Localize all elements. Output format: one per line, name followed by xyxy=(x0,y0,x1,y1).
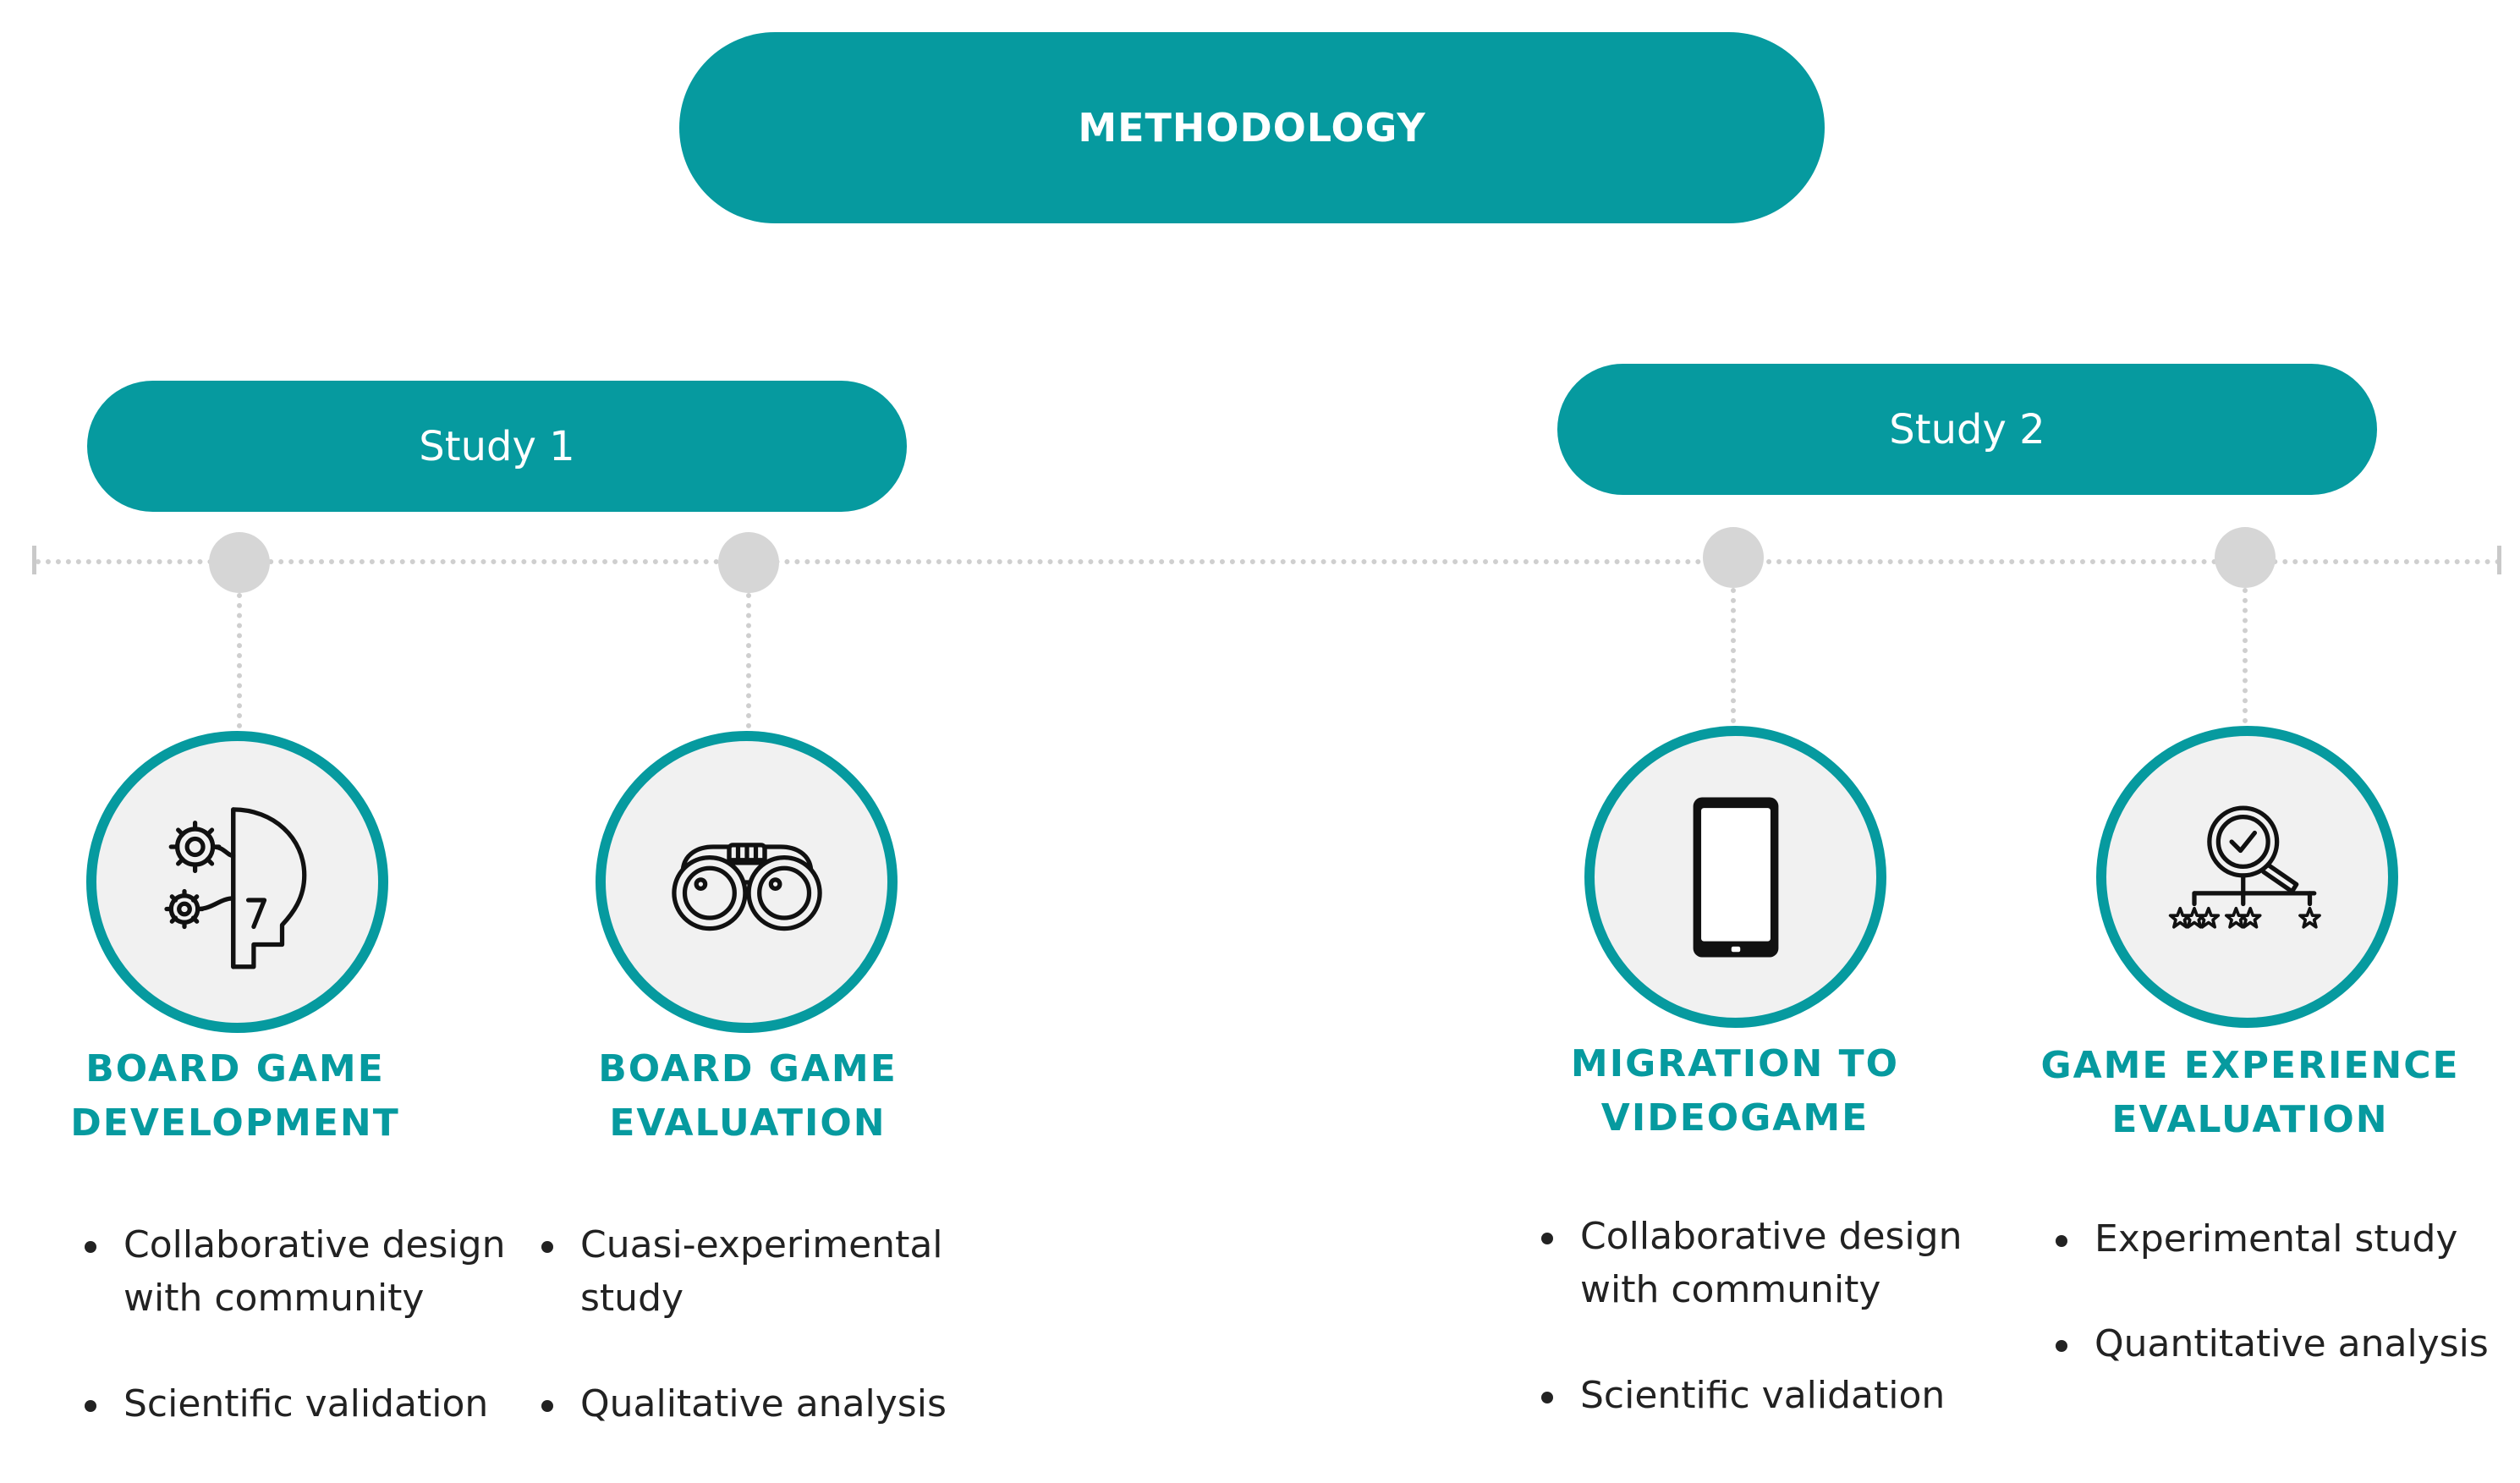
timeline-start-cap xyxy=(32,546,36,574)
step-4-bullets xyxy=(2056,1212,2495,1423)
smartphone-icon xyxy=(1647,788,1825,966)
binoculars-icon xyxy=(658,794,836,971)
step-2-bullets xyxy=(541,1218,964,1483)
connector-2 xyxy=(746,593,751,728)
magnifier-check-stars-icon xyxy=(2159,788,2336,966)
step-1-icon-circle xyxy=(86,731,388,1033)
connector-1 xyxy=(237,593,242,728)
step-4-icon-circle xyxy=(2096,726,2398,1028)
connector-3 xyxy=(1731,588,1736,723)
methodology-title: METHODOLOGY xyxy=(679,32,1825,223)
bullet-item: Cuasi-experimental study xyxy=(541,1218,964,1325)
step-1-title: BOARD GAME DEVELOPMENT xyxy=(70,1047,400,1145)
bullet-item: Scientific validation xyxy=(85,1377,524,1431)
bullet-item: Qualitative analysis xyxy=(541,1377,964,1431)
bullet-item: Experimental study xyxy=(2056,1212,2495,1266)
lightbulb-gears-icon xyxy=(149,794,327,971)
timeline-node-3 xyxy=(1703,527,1764,588)
step-3-title: MIGRATION TO VIDEOGAME xyxy=(1570,1042,1900,1140)
step-1-bullets xyxy=(85,1218,524,1483)
bullet-item: Collaborative design with community xyxy=(1541,1210,1981,1316)
timeline-node-2 xyxy=(718,532,779,593)
step-3-icon-circle xyxy=(1584,726,1886,1028)
study-1-label: Study 1 xyxy=(87,381,907,512)
step-3-bullets xyxy=(1541,1210,1981,1475)
timeline-end-cap xyxy=(2497,546,2501,574)
step-2-title: BOARD GAME EVALUATION xyxy=(598,1047,898,1145)
study-2-label: Study 2 xyxy=(1557,364,2377,495)
timeline-node-4 xyxy=(2215,527,2276,588)
timeline-node-1 xyxy=(209,532,270,593)
connector-4 xyxy=(2243,588,2248,723)
bullet-item: Scientific validation xyxy=(1541,1369,1981,1422)
bullet-item: Collaborative design with community xyxy=(85,1218,524,1325)
step-2-icon-circle xyxy=(596,731,898,1033)
step-4-title: GAME EXPERIENCE EVALUATION xyxy=(2040,1044,2460,1141)
bullet-item: Quantitative analysis xyxy=(2056,1317,2495,1370)
timeline-line xyxy=(36,559,2502,564)
